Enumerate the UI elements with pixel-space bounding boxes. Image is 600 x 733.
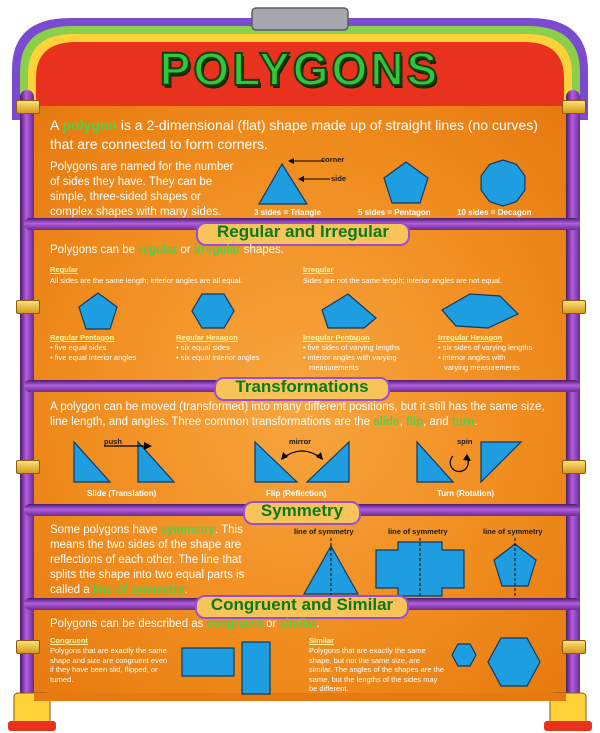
irregular-hexagon-detail-3: varying measurements <box>444 363 520 372</box>
irregular-hexagon-shape <box>440 292 520 330</box>
triangle-example <box>257 160 317 210</box>
heading-symmetry: Symmetry <box>260 501 344 520</box>
clamp <box>16 460 40 474</box>
side-label: side <box>331 174 347 183</box>
heading-transformations: Transformations <box>235 377 369 396</box>
clamp <box>562 300 586 314</box>
clamp <box>16 100 40 114</box>
regular-pentagon-detail-2: • five equal interior angles <box>50 353 137 362</box>
irregular-hexagon-detail-1: • six sides of varying lengths <box>438 343 533 352</box>
keyword-polygon: polygon <box>62 117 117 133</box>
pentagon-example <box>381 160 431 205</box>
regular-description: All sides are the same length; interior angles are all equal. <box>50 276 243 285</box>
regular-irregular-intro: Polygons can be regular or irregular shapes. <box>50 244 285 256</box>
symmetric-pentagon <box>490 538 540 598</box>
irregular-hexagon-detail-2: • interior angles with <box>438 353 506 362</box>
heading-regular-irregular: Regular and Irregular <box>217 222 389 241</box>
regular-pentagon-detail-1: • five equal sides <box>50 343 107 352</box>
turn-caption: Turn (Rotation) <box>437 489 495 498</box>
irregular-hexagon-label: Irregular Hexagon <box>438 333 503 342</box>
irregular-pentagon-detail-1: • five sides of varying lengths <box>303 343 400 352</box>
congruent-title: Congruent <box>50 636 88 645</box>
clamp <box>16 640 40 654</box>
poster-title: POLYGONS <box>159 43 441 95</box>
similar-description: Polygons that are exactly the same shape, but not the same size, are similar. The angles of the shapes are the same, but the lengths of the sides may be different. <box>309 646 444 693</box>
flip-caption: Flip (Reflection) <box>266 489 327 498</box>
pentagon-caption: 5 sides = Pentagon <box>358 208 431 217</box>
spin-label: spin <box>457 437 473 446</box>
mirror-label: mirror <box>289 437 312 446</box>
frame-pipe-left <box>20 90 34 710</box>
side-arrow-icon <box>296 174 336 184</box>
regular-hexagon-detail-1: • six equal sides <box>176 343 230 352</box>
frame-pipe-right <box>566 90 580 710</box>
clamp <box>562 640 586 654</box>
decagon-caption: 10 sides = Decagon <box>457 208 532 217</box>
symmetric-triangle <box>296 538 366 598</box>
clamp <box>562 100 586 114</box>
similar-hexagons <box>450 636 560 696</box>
congruent-rectangles <box>180 640 280 700</box>
corner-arrow-icon <box>286 156 326 166</box>
symmetry-line-label-2: line of symmetry <box>388 527 448 536</box>
regular-pentagon-shape <box>76 291 120 331</box>
bottom-base <box>0 693 600 733</box>
similar-title: Similar <box>309 636 335 645</box>
irregular-pentagon-shape <box>320 292 382 330</box>
intro-definition: A polygon is a 2-dimensional (flat) shape made up of straight lines (no curves) that are connected to form corners. <box>50 117 538 152</box>
decagon-example <box>478 158 528 208</box>
regular-title: Regular <box>50 265 78 274</box>
congruent-similar-intro: Polygons can be described as congruent or similar. <box>50 618 320 630</box>
regular-hexagon-label: Regular Hexagon <box>176 333 238 342</box>
clamp <box>16 300 40 314</box>
irregular-description: Sides are not the same length; interior angles are not equal. <box>303 276 502 285</box>
clamp <box>562 460 586 474</box>
symmetry-text: Some polygons have symmetry. This means the two sides of the shape are reflections of each other. The line that splits the shape into two equal parts is called a line of symmetry. <box>50 524 245 596</box>
intro-naming-text: Polygons are named for the number of sides they have. They can be simple, three-sided shapes or complex shapes with many sides. <box>50 161 234 218</box>
irregular-pentagon-detail-3: measurements <box>309 363 359 372</box>
regular-pentagon-label: Regular Pentagon <box>50 333 115 342</box>
symmetric-cross-shape <box>372 538 472 598</box>
irregular-title: Irregular <box>303 265 334 274</box>
symmetry-line-label-1: line of symmetry <box>294 527 354 536</box>
congruent-description: Polygons that are exactly the same shape and size are congruent even if they have been slid, flipped, or turned. <box>50 646 168 684</box>
symmetry-line-label-3: line of symmetry <box>483 527 543 536</box>
irregular-pentagon-label: Irregular Pentagon <box>303 333 370 342</box>
irregular-pentagon-detail-2: • interior angles with varying <box>303 353 397 362</box>
slide-caption: Slide (Translation) <box>87 489 157 498</box>
corner-label: corner <box>321 155 345 164</box>
regular-hexagon-detail-2: • six equal interior angles <box>176 353 260 362</box>
push-label: push <box>104 437 122 446</box>
heading-congruent-similar: Congruent and Similar <box>210 595 394 614</box>
triangle-caption: 3 sides = Triangle <box>254 208 321 217</box>
slide-diagram <box>72 436 182 486</box>
regular-hexagon-shape <box>191 291 235 331</box>
transformations-text: A polygon can be moved (transformed) into many different positions, but it still has the same size, line length, and angles. Three common transformations are the slide, flip, and turn. <box>50 401 545 428</box>
